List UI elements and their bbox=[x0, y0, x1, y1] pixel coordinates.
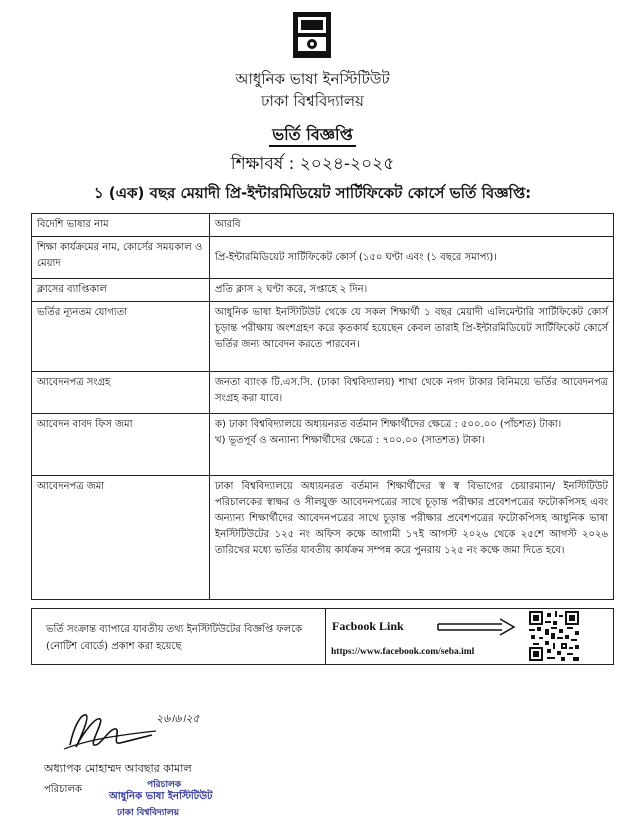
academic-session: শিক্ষাবর্ষ : ২০২৪-২০২৫ bbox=[230, 154, 395, 174]
signature-date: ২৬।৬।২৫ bbox=[156, 712, 200, 725]
right-arrow-icon bbox=[436, 618, 516, 636]
row-label: আবেদনপত্র সংগ্রহ bbox=[32, 372, 210, 414]
notice-board-text: ভর্তি সংক্রান্ত ব্যাপারে যাবতীয় তথ্য ইনস্টিটিউটের বিজ্ঞপ্তি ফলকে (নোটিশ বোর্ডে) প্রকাশ করা হয়েছে bbox=[46, 624, 303, 652]
divider bbox=[325, 609, 326, 664]
row-label: আবেদন বাবদ ফিস জমা bbox=[32, 414, 210, 476]
row-value: প্রতি ক্লাস ২ ঘণ্টা করে, সপ্তাহে ২ দিন। bbox=[210, 279, 614, 302]
row-value: প্রি-ইন্টারমিডিয়েট সার্টিফিকেট কোর্স (১৫০ ঘণ্টা এবং (১ বছরে সমাপ্য)। bbox=[210, 237, 614, 279]
admission-info-table bbox=[31, 213, 614, 600]
fee-option-a: ক) ঢাকা বিশ্ববিদ্যালয়ে অধ্যয়নরত বর্তমান শিক্ষার্থীদের ক্ষেত্রে : ৫০০.০০ (পাঁচশত) টাকা। bbox=[215, 419, 562, 430]
facebook-url-link[interactable]: https://www.facebook.com/seba.iml bbox=[331, 647, 475, 657]
notice-title: ভর্তি বিজ্ঞপ্তি bbox=[0, 122, 625, 149]
seal-university: ঢাকা বিশ্ববিদ্যালয় bbox=[117, 808, 180, 818]
institute-name: আধুনিক ভাষা ইনস্টিটিউট bbox=[235, 70, 390, 88]
fee-values bbox=[210, 414, 614, 476]
university-name: ঢাকা বিশ্ববিদ্যালয় bbox=[261, 92, 364, 110]
dhaka-university-logo-icon bbox=[289, 10, 335, 60]
table-row bbox=[32, 214, 614, 237]
table-row bbox=[32, 476, 614, 600]
signer-title: পরিচালক bbox=[44, 784, 82, 795]
row-value: ঢাকা বিশ্ববিদ্যালয়ে অধ্যয়নরত বর্তমান শিক্ষার্থীদের স্ব স্ব বিভাগের চেয়ারম্যান/ ইনস্টিটিউট পরিচালকের স্বাক্ষর ও সীলযুক্ত আবেদনপত্রের সাথে চূড়ান্ত পরীক্ষার প্রবেশপত্রের ফটোকপিসহ এবং অন্যান্য শিক্ষার্থীদের আবেদনপত্রের সাথে চূড়ান্ত পরীক্ষার প্রবেশপত্রের ফটোকপিসহ আধুনিক ভাষা ইনস্টিটিউটের ১২৫ নং অফিস কক্ষে আগামী ১৭ই আগস্ট ২০২৬ থেকে ২৫শে আগস্ট ২০২৬ তারিখের মধ্যে ভর্তির যাবতীয় কার্যক্রম সম্পন্ন করে পুনরায় ১২৫ নং কক্ষে জমা দিতে হবে। bbox=[210, 476, 614, 600]
seal-institute: আধুনিক ভাষা ইনস্টিটিউট bbox=[109, 791, 213, 802]
table-row bbox=[32, 302, 614, 372]
table-row bbox=[32, 372, 614, 414]
table-row bbox=[32, 414, 614, 476]
row-value: আরবি bbox=[210, 214, 614, 237]
row-label: বিদেশি ভাষার নাম bbox=[32, 214, 210, 237]
row-label: ভর্তির ন্যূনতম যোগ্যতা bbox=[32, 302, 210, 372]
row-label: ক্লাসের ব্যাপ্তিকাল bbox=[32, 279, 210, 302]
facebook-link-label: Facbook Link bbox=[332, 619, 404, 633]
qr-code-icon[interactable] bbox=[529, 611, 579, 661]
row-label: আবেদনপত্র জমা bbox=[32, 476, 210, 600]
table-row bbox=[32, 279, 614, 302]
seal-title: পরিচালক bbox=[147, 780, 182, 790]
footer-info-box bbox=[31, 608, 614, 665]
row-label: শিক্ষা কার্যক্রমের নাম, কোর্সের সময়কাল ও মেয়াদ bbox=[32, 237, 210, 279]
official-seal bbox=[105, 775, 245, 823]
row-value: জনতা ব্যাংক টি.এস.সি. (ঢাকা বিশ্ববিদ্যালয়) শাখা থেকে নগদ টাকার বিনিময়ে ভর্তির আবেদনপত্র সংগ্রহ করা যাবে। bbox=[210, 372, 614, 414]
signer-name: অধ্যাপক মোহাম্মদ আবছার কামাল bbox=[44, 762, 192, 775]
table-row bbox=[32, 237, 614, 279]
main-heading: ১ (এক) বছর মেয়াদী প্রি-ইন্টারমিডিয়েট সার্টিফিকেট কোর্সে ভর্তি বিজ্ঞপ্তি: bbox=[93, 184, 532, 202]
fee-option-b: খ) ভূতপূর্ব ও অন্যান্য শিক্ষার্থীদের ক্ষেত্রে : ৭০০.০০ (সাতশত) টাকা। bbox=[215, 435, 485, 446]
row-value: আধুনিক ভাষা ইনস্টিটিউট থেকে যে সকল শিক্ষার্থী ১ বছর মেয়াদী এলিমেন্টারি সার্টিফিকেট কোর্স চূড়ান্ত পরীক্ষায় অংশগ্রহণ করে কৃতকার্য হয়েছেন কেবল তারাই প্রি-ইন্টারমিডিয়েট সার্টিফিকেট কোর্সে ভর্তির জন্য আবেদন করতে পারবেন। bbox=[210, 302, 614, 372]
